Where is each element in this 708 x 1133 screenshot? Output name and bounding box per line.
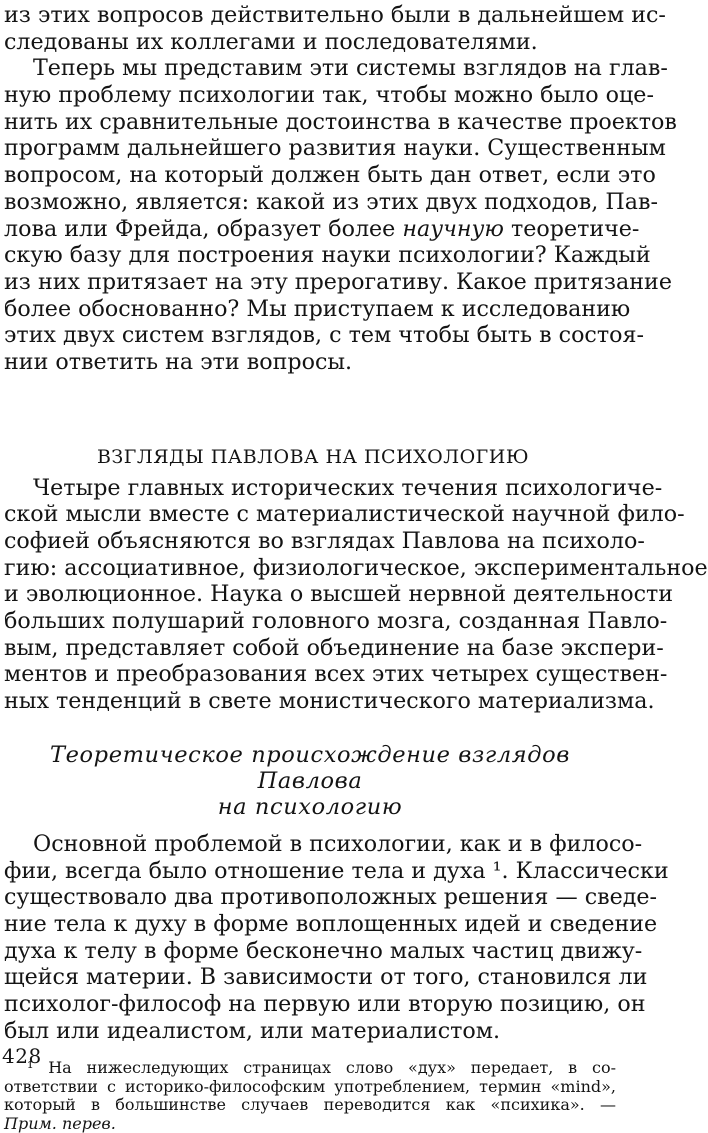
section-heading: ВЗГЛЯДЫ ПАВЛОВА НА ПСИХОЛОГИЮ	[96, 445, 530, 468]
paragraph	[4, 474, 708, 715]
subsection-heading	[4, 742, 616, 820]
text-line: Основной проблемой в психологии, как и в филосо-	[33, 830, 643, 857]
text-line: скую базу для построения науки психологии? Каждый	[4, 242, 651, 269]
text-line: больших полушарий головного мозга, созданная Павло-	[4, 608, 668, 635]
text-line: более обоснованно? Мы приступаем к исследованию	[4, 295, 631, 322]
text-line: из них притязает на эту прерогативу. Какое притязание	[4, 268, 672, 295]
book-page	[4, 2, 708, 1133]
paragraph-continuation	[4, 2, 666, 55]
text-line: ской мысли вместе с материалистической научной фило-	[4, 501, 685, 528]
text-line: ную проблему психологии так, чтобы можно было оце-	[4, 82, 654, 109]
text-line: лова или Фрейда, образует более научную теоретиче-	[4, 215, 640, 242]
text-line: ние тела к духу в форме воплощенных идей и сведение	[4, 910, 658, 937]
footnote-line: ответствии с историко-философским употреблением, термин «mind»,	[4, 1076, 616, 1096]
text-line: Теперь мы представим эти системы взглядов на глав-	[33, 55, 668, 82]
paragraph	[4, 55, 677, 375]
subheading-line: на психологию	[217, 793, 403, 820]
text-line: психолог-философ на первую или вторую позицию, он	[4, 990, 646, 1017]
paragraph	[4, 830, 669, 1045]
footnote	[4, 1059, 616, 1133]
text-line: фии, всегда было отношение тела и духа ¹. Классически	[4, 857, 669, 884]
subheading-line: Теоретическое происхождение взглядов Павлова	[50, 741, 570, 794]
text-line: духа к телу в форме бесконечно малых частиц движу-	[4, 937, 643, 964]
text-line: ных тенденций в свете монистического материализма.	[4, 688, 655, 715]
footnote-line: ¹ На нижеследующих страницах слово «дух» передает, в со-	[27, 1058, 616, 1078]
text-line: и эволюционное. Наука о высшей нервной деятельности	[4, 581, 674, 608]
text-line: Четыре главных исторических течения психологиче-	[33, 474, 663, 501]
page-number: 428	[2, 1044, 42, 1068]
footnote-line: который в большинстве случаев переводится как «психика». —	[4, 1095, 616, 1115]
text-line: вопросом, на который должен быть дан ответ, если это	[4, 162, 656, 189]
text-line: гию: ассоциативное, физиологическое, экспериментальное	[4, 554, 708, 581]
text-line: возможно, является: какой из этих двух подходов, Пав-	[4, 188, 658, 215]
emphasized-word: научную	[402, 215, 504, 242]
text-line: программ дальнейшего развития науки. Существенным	[4, 135, 666, 162]
text-line: следованы их коллегами и последователями.	[4, 28, 538, 55]
text-line: вым, представляет собой объединение на базе экспери-	[4, 634, 664, 661]
text-line: из этих вопросов действительно были в дальнейшем ис-	[4, 2, 666, 28]
text-line: ментов и преобразования всех этих четырех существен-	[4, 661, 668, 688]
text-line: софией объясняются во взглядах Павлова на психоло-	[4, 528, 645, 554]
text-line: щейся материи. В зависимости от того, становился ли	[4, 964, 648, 991]
text-line: нить их сравнительные достоинства в качестве проектов	[4, 108, 677, 135]
text-line: этих двух систем взглядов, с тем чтобы быть в состоя-	[4, 322, 644, 349]
text-line: был или идеалистом, или материалистом.	[4, 1017, 501, 1044]
text-line: нии ответить на эти вопросы.	[4, 348, 353, 375]
footnote-line: Прим. перев.	[4, 1113, 116, 1133]
text-line: существовало два противоположных решения — сведе-	[4, 884, 658, 911]
